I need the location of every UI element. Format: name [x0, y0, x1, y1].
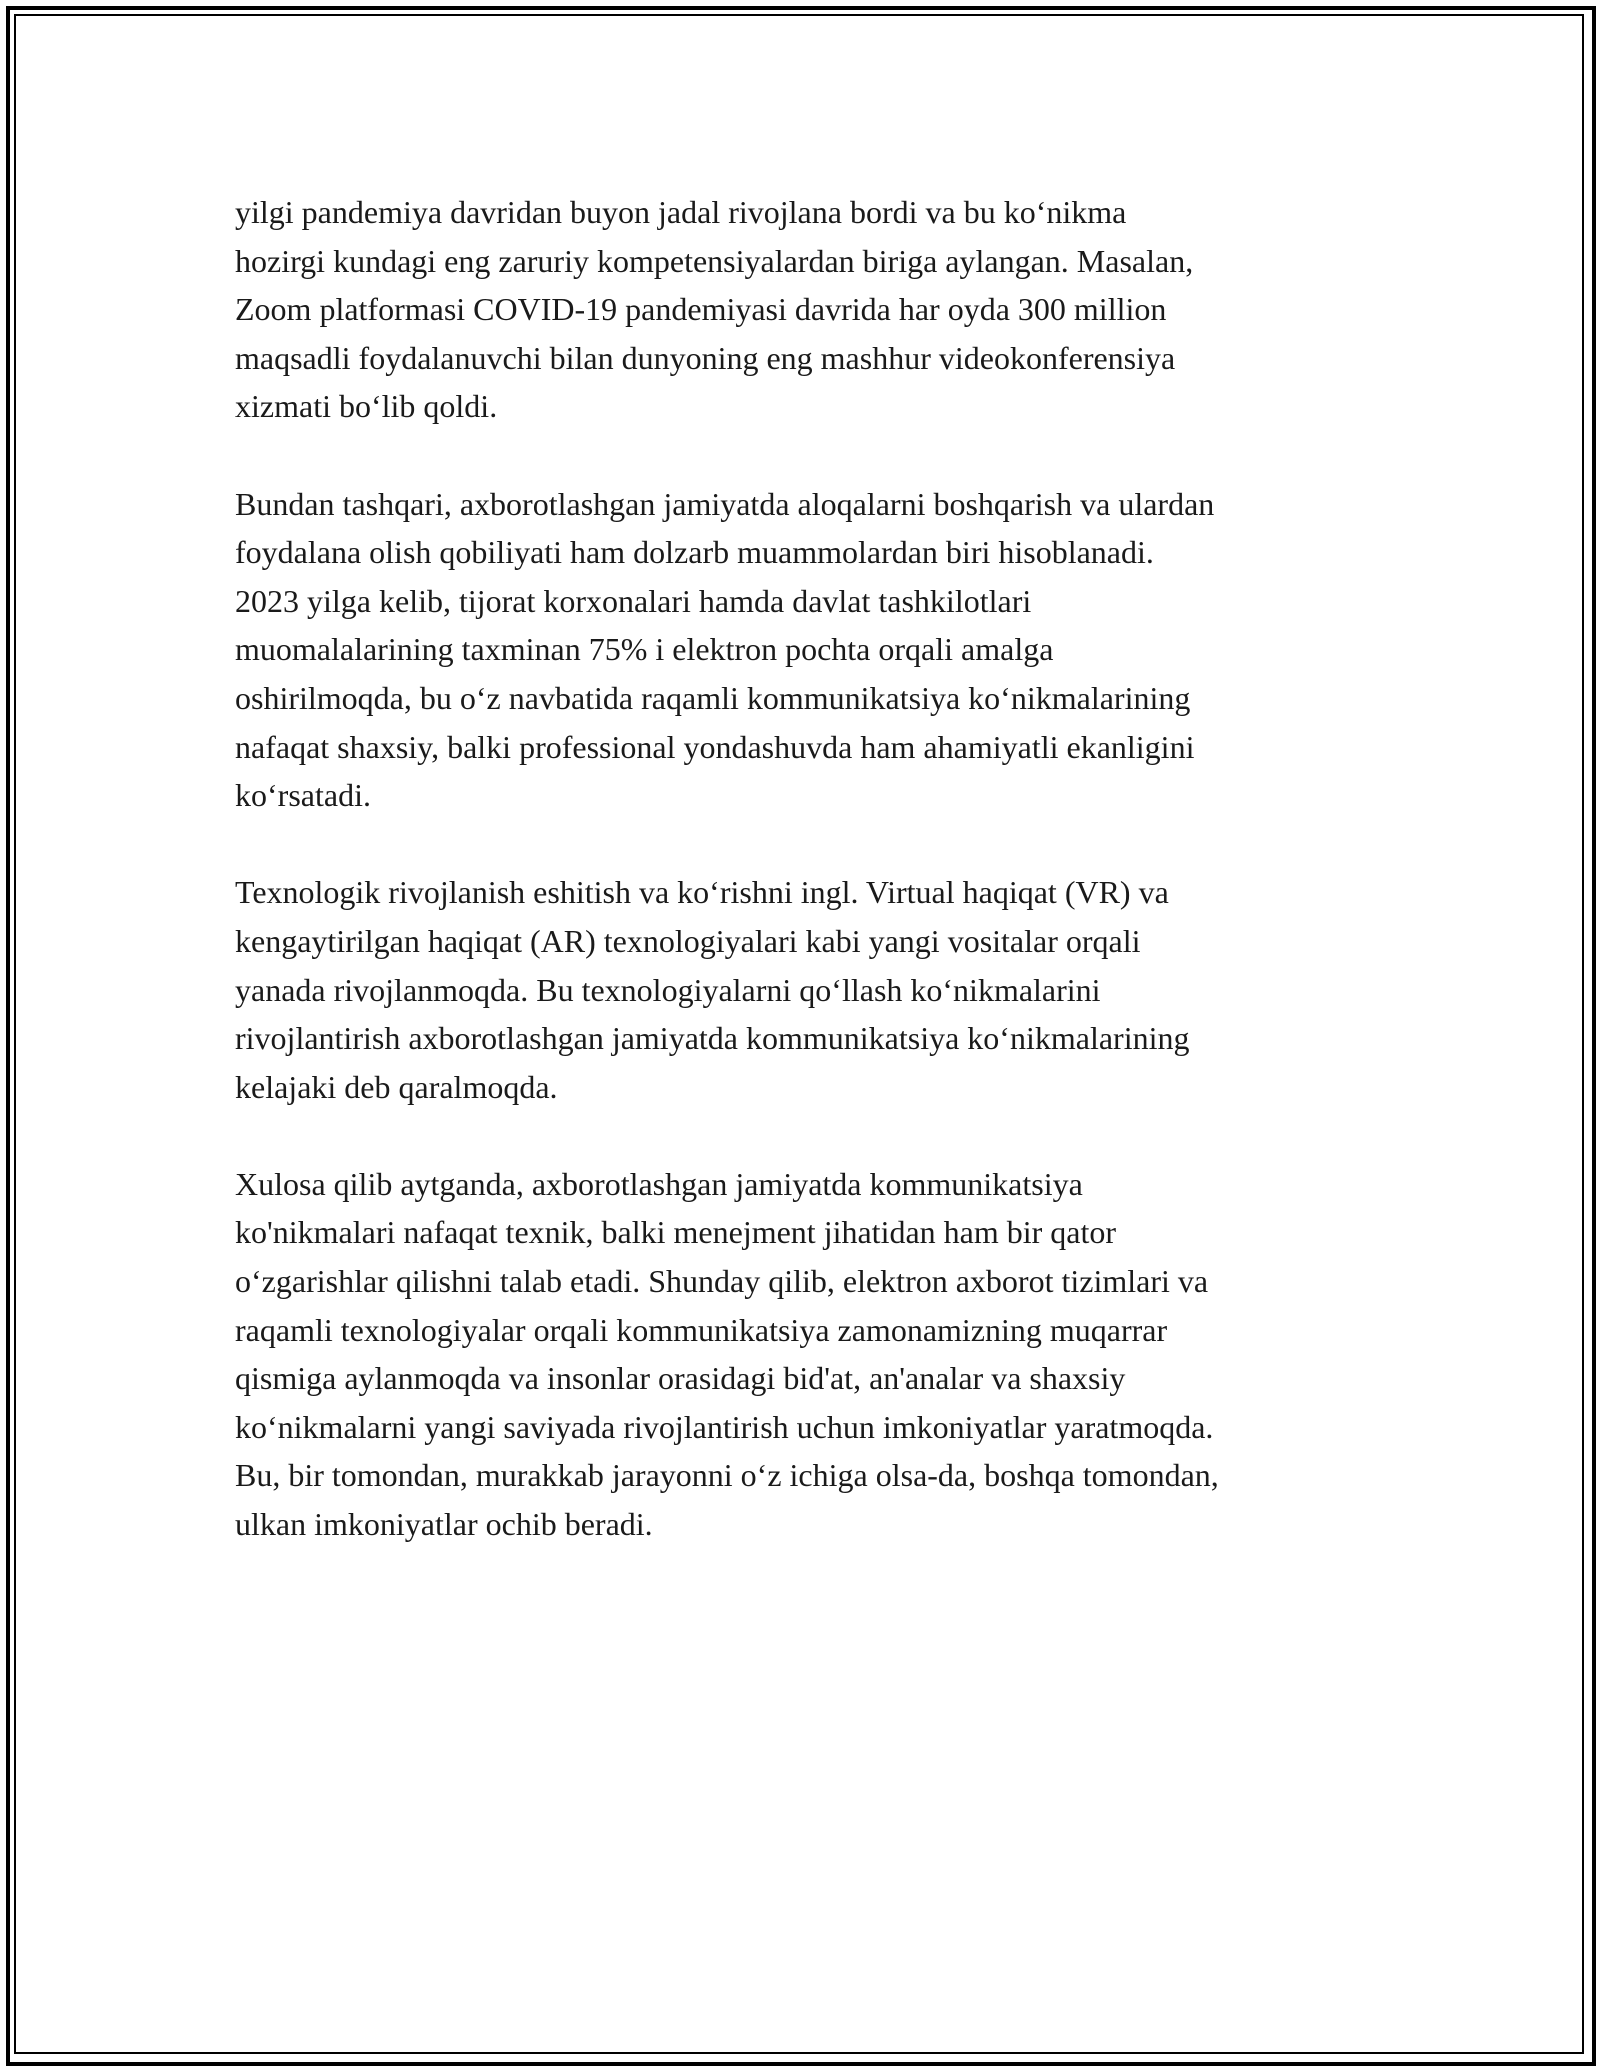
document-body	[235, 188, 1375, 1549]
text-line: ko‘nikmalarni yangi saviyada rivojlantirish uchun imkoniyatlar yaratmoqda.	[235, 1408, 1214, 1445]
text-line: Zoom platformasi COVID-19 pandemiyasi davrida har oyda 300 million	[235, 291, 1167, 328]
text-line: yilgi pandemiya davridan buyon jadal rivojlana bordi va bu ko‘nikma	[235, 194, 1127, 230]
text-line: kelajaki deb qaralmoqda.	[235, 1068, 558, 1105]
text-line: nafaqat shaxsiy, balki professional yondashuvda ham ahamiyatli ekanligini	[235, 728, 1195, 765]
text-line: qismiga aylanmoqda va insonlar orasidagi bid'at, an'analar va shaxsiy	[235, 1360, 1126, 1397]
text-line: Bu, bir tomondan, murakkab jarayonni o‘z ichiga olsa-da, boshqa tomondan,	[235, 1457, 1219, 1494]
text-line: hozirgi kundagi eng zaruriy kompetensiyalardan biriga aylangan. Masalan,	[235, 242, 1194, 279]
paragraph-vr-ar	[235, 868, 1375, 1111]
text-line: foydalana olish qobiliyati ham dolzarb muammolardan biri hisoblanadi.	[235, 534, 1154, 571]
text-line: kengaytirilgan haqiqat (AR) texnologiyalari kabi yangi vositalar orqali	[235, 922, 1141, 959]
paragraph-email-communication	[235, 480, 1375, 820]
text-line: Bundan tashqari, axborotlashgan jamiyatda aloqalarni boshqarish va ulardan	[235, 485, 1215, 522]
text-line: muomalalarining taxminan 75% i elektron pochta orqali amalga	[235, 631, 1054, 668]
text-line: oshirilmoqda, bu o‘z navbatida raqamli kommunikatsiya ko‘nikmalarining	[235, 679, 1191, 716]
text-line: raqamli texnologiyalar orqali kommunikatsiya zamonamizning muqarrar	[235, 1311, 1168, 1348]
text-line: 2023 yilga kelib, tijorat korxonalari hamda davlat tashkilotlari	[235, 582, 1032, 619]
text-line: ko'nikmalari nafaqat texnik, balki menejment jihatidan ham bir qator	[235, 1214, 1117, 1251]
text-line: yanada rivojlanmoqda. Bu texnologiyalarni qo‘llash ko‘nikmalarini	[235, 971, 1101, 1008]
text-line: Xulosa qilib aytganda, axborotlashgan jamiyatda kommunikatsiya	[235, 1165, 1083, 1202]
text-line: ko‘rsatadi.	[235, 777, 371, 814]
text-line: maqsadli foydalanuvchi bilan dunyoning eng mashhur videokonferensiya	[235, 339, 1176, 376]
paragraph-conclusion	[235, 1160, 1375, 1549]
text-line: o‘zgarishlar qilishni talab etadi. Shunday qilib, elektron axborot tizimlari va	[235, 1263, 1209, 1300]
text-line: rivojlantirish axborotlashgan jamiyatda kommunikatsiya ko‘nikmalarining	[235, 1020, 1190, 1057]
paragraph-pandemic	[235, 188, 1375, 431]
text-line: Texnologik rivojlanish eshitish va ko‘rishni ingl. Virtual haqiqat (VR) va	[235, 874, 1169, 911]
text-line: xizmati bo‘lib qoldi.	[235, 388, 498, 425]
text-line: ulkan imkoniyatlar ochib beradi.	[235, 1506, 653, 1543]
